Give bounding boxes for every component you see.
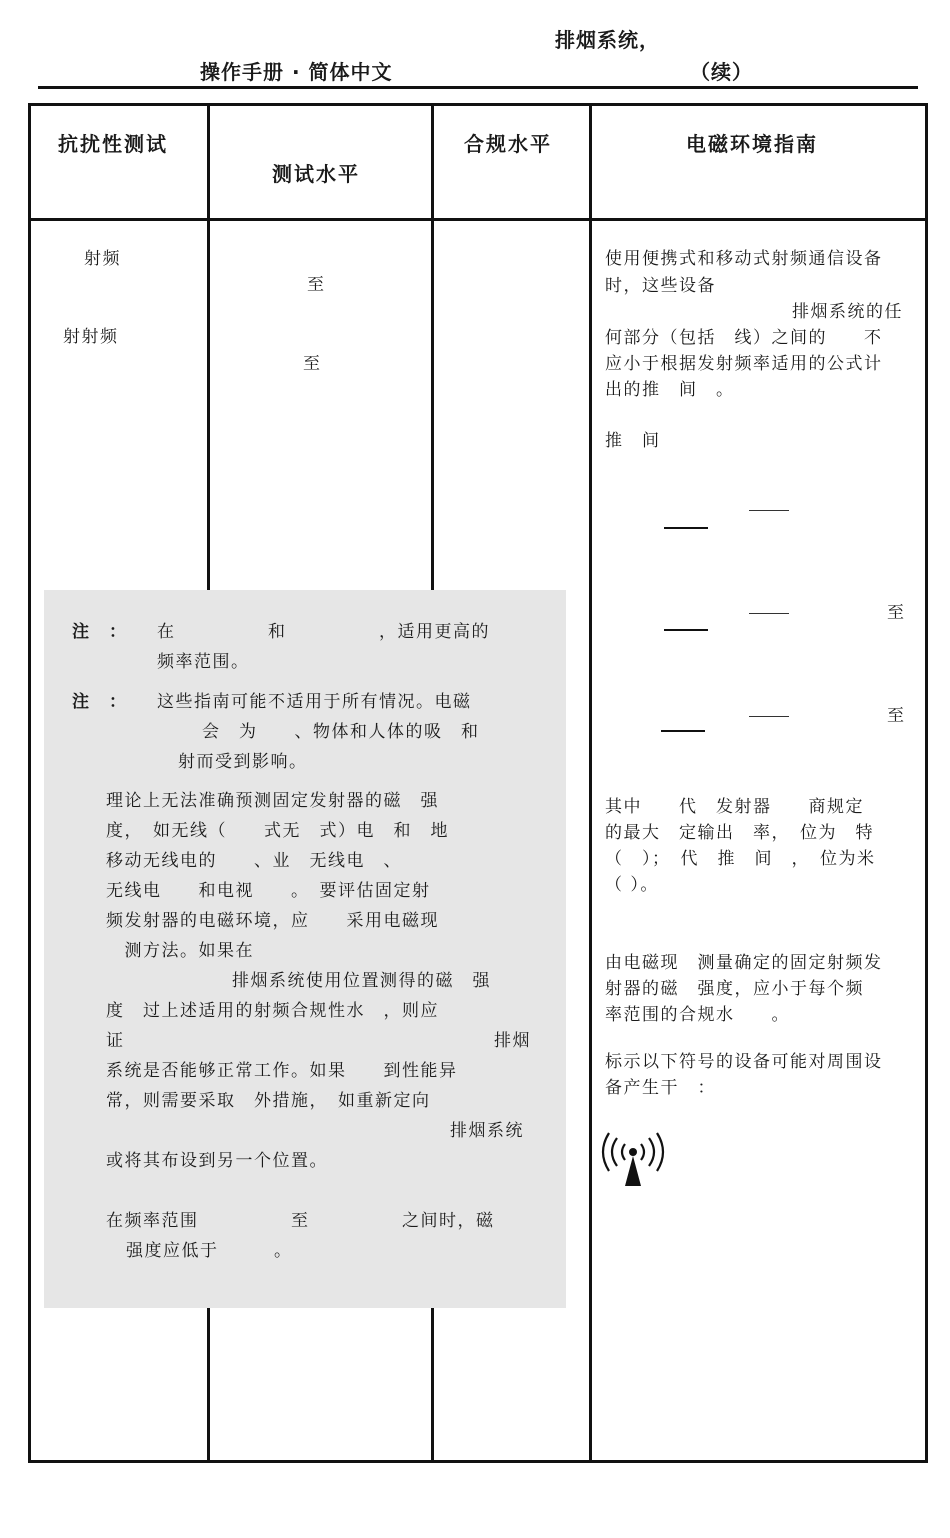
formula-range-1: 至	[887, 603, 906, 623]
column-header-compliance-level: 合规水平	[464, 132, 552, 156]
formula-fraction-line	[749, 510, 789, 511]
header-left-title: 操作手册 · 简体中文	[200, 60, 393, 84]
formula-fraction-bar	[664, 527, 708, 529]
formula-fraction-bar	[664, 629, 708, 631]
cell-level-range-2: 至	[303, 354, 322, 374]
cell-level-range-1: 至	[307, 275, 326, 295]
header-rule	[38, 86, 918, 89]
guidance-distance-label: 推 间	[605, 431, 661, 451]
note-2-line-3: 射而受到影响。	[178, 752, 308, 772]
formula-range-2: 至	[887, 706, 906, 726]
column-header-test-level: 测试水平	[272, 162, 360, 186]
column-header-em-guidance: 电磁环境指南	[686, 132, 818, 156]
radio-wave-warning-icon	[600, 1128, 666, 1190]
formula-fraction-bar	[661, 730, 705, 732]
note-2-label: 注 ：	[72, 692, 128, 712]
cell-test-rf-radiated: 射射频	[63, 327, 119, 347]
notes-last-line-2: 强度应低于 。	[126, 1241, 293, 1261]
header-right-title: 排烟系统，	[555, 28, 660, 52]
note-1-line-2: 频率范围。	[157, 652, 250, 672]
note-1-line-1: 在 和 ，适用更高的	[157, 622, 490, 642]
column-header-immunity-test: 抗扰性测试	[58, 132, 168, 156]
cell-test-rf-conducted: 射频	[84, 249, 121, 269]
note-2-line-2: 会 为 、物体和人体的吸 和	[202, 722, 480, 742]
note-1-label: 注 ：	[72, 622, 128, 642]
formula-fraction-line	[749, 613, 789, 614]
header-continued: （续）	[690, 60, 753, 84]
note-2-line-1: 这些指南可能不适用于所有情况。电磁	[157, 692, 472, 712]
notes-last-line-1: 在频率范围 至 之间时，磁	[106, 1211, 495, 1231]
formula-fraction-line	[749, 716, 789, 717]
